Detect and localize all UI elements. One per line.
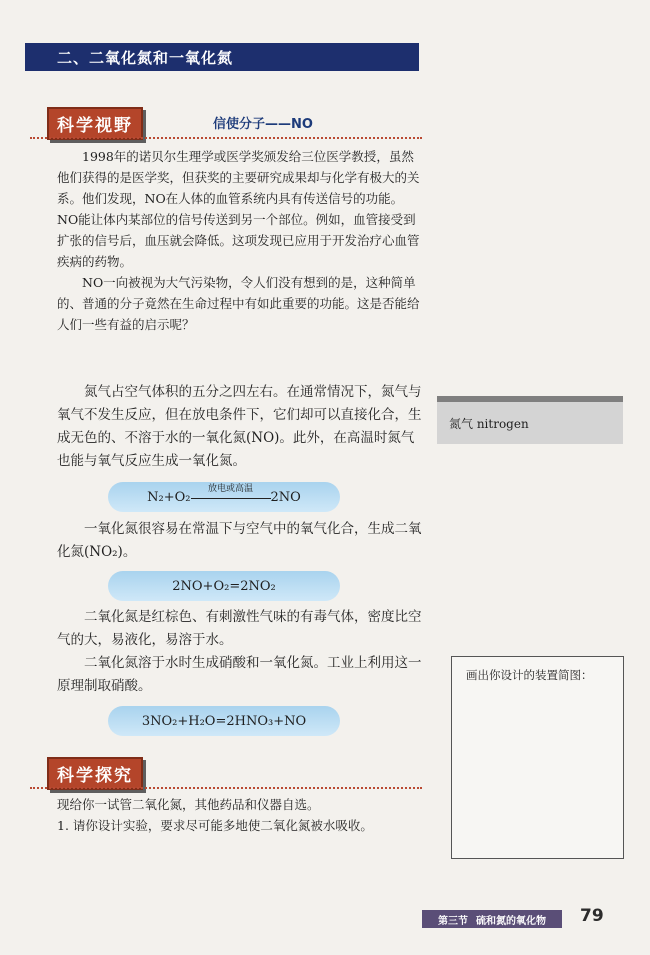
- main-paragraph-4: 二氧化氮溶于水时生成硝酸和一氧化氮。工业上利用这一原理制取硝酸。: [57, 655, 422, 694]
- science-view-body: [57, 146, 423, 335]
- main-paragraph-1-container: [57, 381, 423, 473]
- dotted-divider: [30, 787, 422, 789]
- footer-chapter-band: [422, 910, 562, 928]
- science-explore-tag: 科学探究: [47, 757, 143, 790]
- science-view-tag: 科学视野: [47, 107, 143, 140]
- section-title: 二、二氧化氮和一氧化氮: [25, 43, 419, 71]
- science-view-paragraph-1: 1998年的诺贝尔生理学或医学奖颁发给三位医学教授，虽然他们获得的是医学奖，但获奖的主要研究成果却与化学有极大的关系。他们发现，NO在人体的血管系统内具有传送信号的功能。NO能让体内某部位的信号传送到另一个部位。例如，血管接受到扩张的信号后，血压就会降低。这项发现已应用于开发治疗心血管疾病的药物。: [57, 149, 420, 269]
- equation-1-right: 2NO: [270, 489, 301, 505]
- science-explore-paragraph-2: 1. 请你设计实验，要求尽可能多地使二氧化氮被水吸收。: [57, 818, 373, 833]
- equation-1-left: N₂+O₂: [147, 489, 191, 505]
- science-view-subtitle: 信使分子——NO: [213, 117, 313, 132]
- footer-title: 硫和氮的氧化物: [476, 915, 546, 927]
- main-paragraph-2-container: [57, 518, 423, 564]
- page-number: 79: [580, 906, 604, 926]
- equation-1-condition: 放电或高温: [208, 483, 254, 494]
- science-explore-paragraph-1: 现给你一试管二氧化氮，其他药品和仪器自选。: [57, 797, 320, 812]
- drawing-box-label: 画出你设计的装置简图：: [466, 668, 593, 682]
- drawing-box: [451, 656, 624, 859]
- equation-1-arrow: [191, 483, 271, 499]
- main-paragraph-2: 一氧化氮很容易在常温下与空气中的氧气化合，生成二氧化氮(NO₂)。: [57, 521, 422, 560]
- science-view-paragraph-2: NO一向被视为大气污染物，令人们没有想到的是，这种简单的、普通的分子竟然在生命过程中有如此重要的功能。这是否能给人们一些有益的启示呢？: [57, 275, 420, 332]
- equation-3: 3NO₂+H₂O=2HNO₃+NO: [108, 706, 340, 736]
- footer-section: 第三节: [438, 915, 468, 927]
- main-paragraph-3-4-container: [57, 606, 423, 698]
- main-paragraph-3: 二氧化氮是红棕色、有刺激性气味的有毒气体，密度比空气的大，易液化，易溶于水。: [57, 609, 422, 648]
- dotted-divider: [30, 137, 422, 139]
- science-explore-body: [57, 794, 437, 836]
- equation-1: [108, 482, 340, 512]
- side-note-nitrogen: 氮气 nitrogen: [437, 396, 623, 444]
- equation-2: 2NO+O₂=2NO₂: [108, 571, 340, 601]
- main-paragraph-1: 氮气占空气体积的五分之四左右。在通常情况下，氮气与氧气不发生反应，但在放电条件下，它们却可以直接化合，生成无色的、不溶于水的一氧化氮(NO)。此外，在高温时氮气也能与氧气反应生成一氧化氮。: [57, 384, 422, 469]
